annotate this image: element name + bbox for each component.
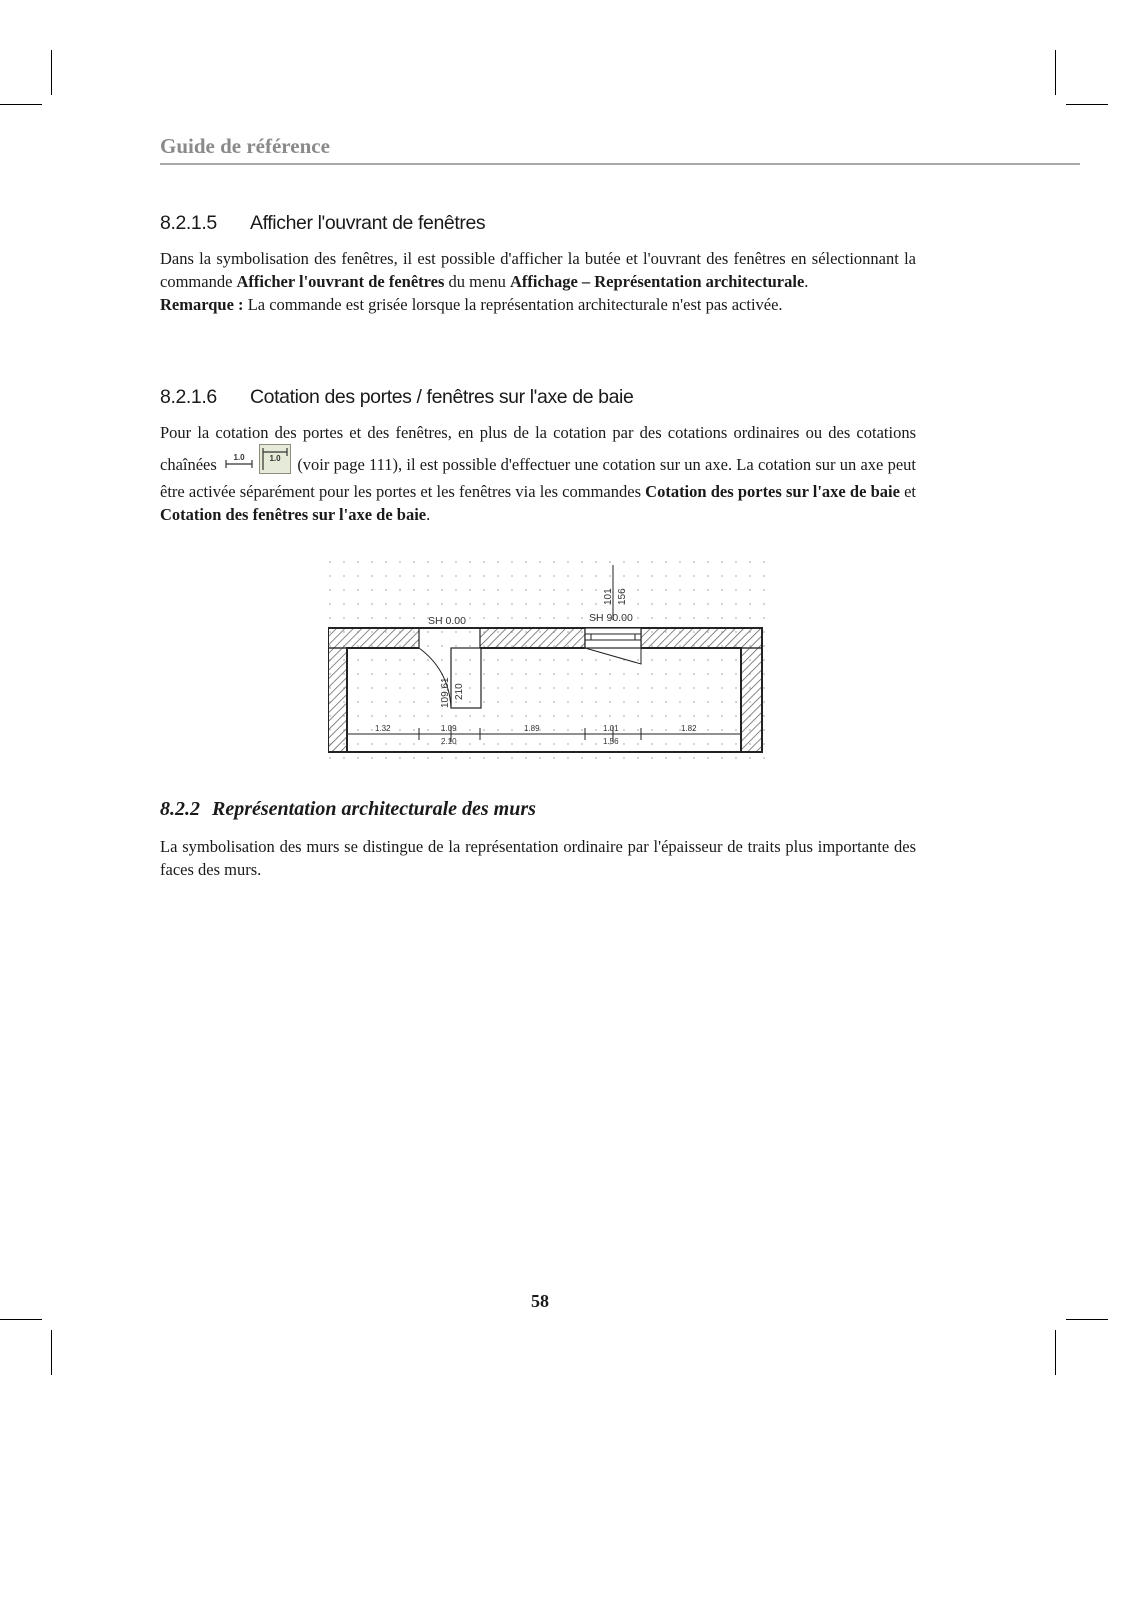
dimension-value: 1.01 bbox=[603, 724, 619, 733]
window-height-label: SH 90.00 bbox=[589, 612, 633, 624]
section-heading bbox=[160, 386, 916, 409]
text-run: Pour la cotation des portes et des fenêtres, en plus de la cotation par des cotations ordinaires ou des cotations chaînées bbox=[160, 423, 916, 474]
crop-mark-tr-v bbox=[1055, 50, 1056, 95]
dimension-value: 1.32 bbox=[375, 724, 391, 733]
dimension-value: 1.56 bbox=[603, 737, 619, 746]
crop-mark-bl-v bbox=[51, 1330, 52, 1375]
section-number: 8.2.2 bbox=[160, 798, 200, 820]
door-dimension-label: 210 bbox=[454, 683, 465, 700]
dimension-value: 1.89 bbox=[524, 724, 540, 733]
section-title: Représentation architecturale des murs bbox=[212, 798, 536, 820]
text-run: Dans la symbolisation des fenêtres, il est possible d'afficher la butée et l'ouvrant des fenêtres en sélectionnant la commande bbox=[160, 249, 916, 291]
text-run: . bbox=[804, 272, 809, 291]
floor-plan-drawing bbox=[328, 560, 768, 760]
crop-mark-br-h bbox=[1066, 1319, 1108, 1320]
door-height-label: SH 0.00 bbox=[428, 615, 466, 627]
command-name: Cotation des fenêtres sur l'axe de baie bbox=[160, 505, 427, 524]
svg-text:1.0: 1.0 bbox=[233, 453, 245, 462]
dimension-value: 1.09 bbox=[441, 724, 457, 733]
crop-mark-tl-v bbox=[51, 50, 52, 95]
section-number: 8.2.1.5 bbox=[160, 212, 217, 234]
section-title: Cotation des portes / fenêtres sur l'axe de baie bbox=[250, 386, 634, 408]
menu-path: Affichage – Représentation architecturale bbox=[509, 272, 805, 291]
paragraph bbox=[160, 247, 916, 316]
chained-dimension-icon bbox=[259, 444, 291, 480]
text-run: du menu bbox=[444, 272, 510, 291]
svg-text:1.0: 1.0 bbox=[269, 454, 281, 463]
crop-mark-tr-h bbox=[1066, 104, 1108, 105]
command-name: Cotation des portes sur l'axe de baie bbox=[645, 482, 900, 501]
door-dimension-label: 109.61 bbox=[440, 677, 451, 708]
section-heading bbox=[160, 212, 916, 235]
page-number: 58 bbox=[531, 1291, 549, 1311]
window-dimension-label: 156 bbox=[617, 588, 628, 605]
text-run: . bbox=[426, 505, 431, 524]
crop-mark-tl-h bbox=[0, 104, 42, 105]
section-8-2-2 bbox=[160, 798, 916, 881]
paragraph bbox=[160, 421, 916, 526]
paragraph: La symbolisation des murs se distingue de la représentation ordinaire par l'épaisseur de traits plus importante des faces des murs. bbox=[160, 837, 916, 879]
section-heading bbox=[160, 798, 916, 821]
command-name: Afficher l'ouvrant de fenêtres bbox=[236, 272, 445, 291]
window-dimension-label: 101 bbox=[603, 588, 614, 605]
ordinary-dimension-icon bbox=[223, 448, 255, 480]
section-title: Afficher l'ouvrant de fenêtres bbox=[250, 212, 486, 234]
dimension-value: 2.10 bbox=[441, 737, 457, 746]
section-number: 8.2.1.6 bbox=[160, 386, 217, 408]
section-8-2-1-6 bbox=[160, 386, 916, 526]
dimension-value: 1.82 bbox=[681, 724, 697, 733]
remark-label: Remarque : bbox=[160, 295, 244, 314]
text-run: (voir page 111), il est possible d'effectuer une cotation sur un axe. La cotation sur un axe peut être activée séparément pour les portes et les fenêtres via les commandes bbox=[160, 455, 917, 501]
section-8-2-1-5 bbox=[160, 212, 916, 316]
remark-text: La commande est grisée lorsque la représentation architecturale n'est pas activée. bbox=[243, 295, 783, 314]
grid-dots bbox=[328, 560, 768, 760]
crop-mark-bl-h bbox=[0, 1319, 42, 1320]
floor-plan-figure bbox=[328, 560, 768, 765]
text-run: et bbox=[899, 482, 916, 501]
crop-mark-br-v bbox=[1055, 1330, 1056, 1375]
running-header: Guide de référence bbox=[160, 134, 1080, 165]
